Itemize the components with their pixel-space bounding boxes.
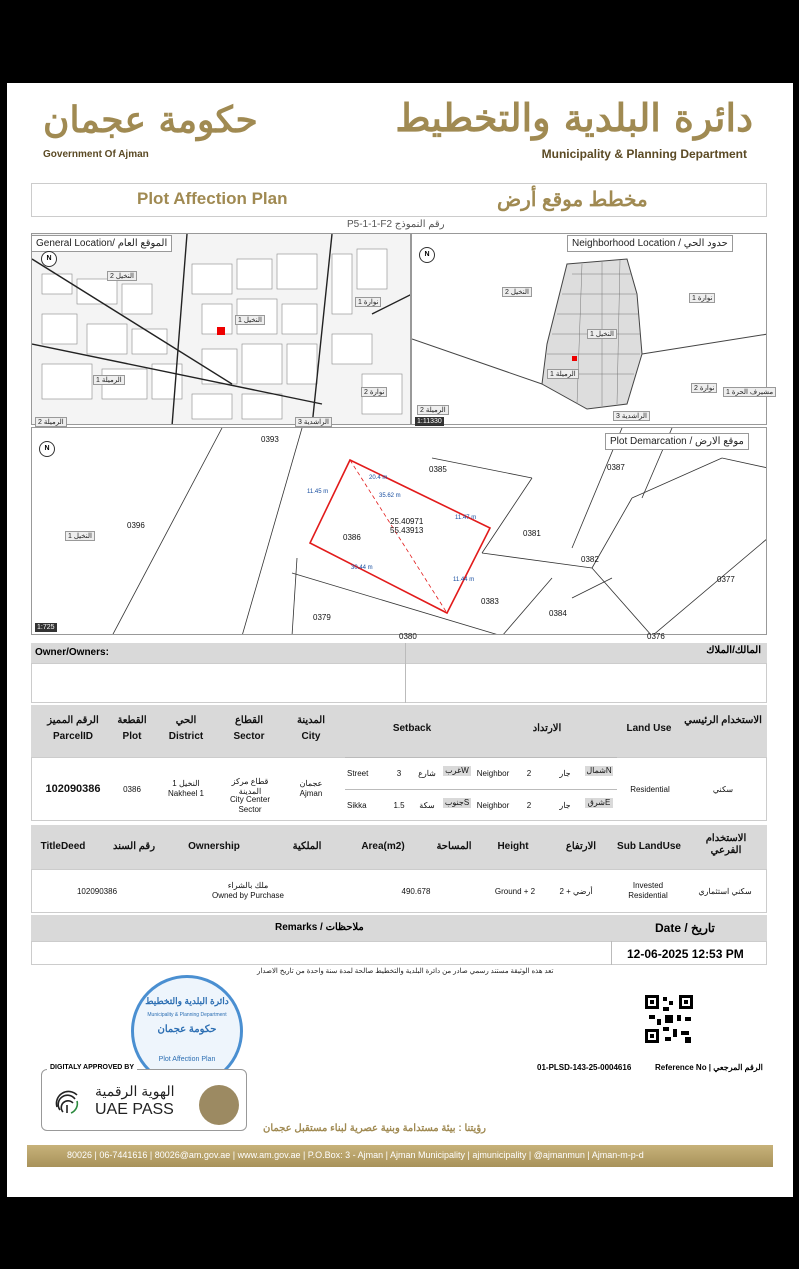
- th-ownership-ar: الملكية: [292, 841, 322, 852]
- plot-number: 0379: [313, 613, 331, 622]
- general-location-map: [31, 233, 411, 425]
- divider: [345, 789, 617, 790]
- th-city-ar: المدينة: [296, 715, 326, 726]
- landuse-value-en: Residential: [630, 785, 670, 794]
- ownership-value-en: Owned by Purchase: [211, 891, 285, 900]
- th-sector-ar: القطاع: [234, 715, 264, 726]
- reference-label: Reference No | الرقم المرجعي: [655, 1063, 763, 1072]
- map-tag: النخيل 2: [502, 287, 532, 297]
- sector-value-en: City Center Sector: [229, 795, 270, 814]
- setback-neighbor-value: 2: [526, 801, 532, 810]
- setback-neighbor-ar: جار: [559, 801, 571, 810]
- map-tag: الرميلة 1: [93, 375, 125, 385]
- setback-type-ar: سكة: [419, 801, 435, 810]
- height-value-en: Ground + 2: [494, 887, 536, 896]
- th-sublanduse-en: Sub LandUse: [617, 841, 681, 852]
- divider: [611, 941, 612, 965]
- fingerprint-icon: [51, 1085, 83, 1117]
- uae-emblem-icon: [199, 1085, 239, 1125]
- th-height-ar: الارتفاع: [565, 841, 597, 852]
- map-tag: نوارة 2: [361, 387, 387, 397]
- map-tag: نوارة 2: [691, 383, 717, 393]
- title-ar: مخطط موقع أرض: [497, 189, 648, 211]
- height-value-ar: أرضي + 2: [559, 887, 593, 896]
- owner-value-box: [31, 663, 767, 703]
- uae-pass-en: UAE PASS: [95, 1101, 174, 1118]
- stamp-gov: حكومة عجمان: [157, 1024, 217, 1035]
- map-tag: النخيل 1: [235, 315, 265, 325]
- plot-number: 0385: [429, 465, 447, 474]
- setback-direction: شمالN: [586, 766, 612, 775]
- sublanduse-value-ar: سكني استثماري: [698, 887, 752, 896]
- plot-dimension: 30.44 m: [351, 565, 373, 571]
- th-titledeed-ar: رقم السند: [112, 841, 156, 852]
- title-en: Plot Affection Plan: [137, 189, 288, 208]
- city-value-en: Ajman: [299, 789, 323, 798]
- gov-name-en: Government Of Ajman: [43, 149, 149, 160]
- th-district-en: District: [168, 731, 204, 742]
- th-plot-en: Plot: [122, 731, 142, 742]
- plot-number: 0376: [647, 632, 665, 641]
- plot-number: 0380: [399, 632, 417, 641]
- date-label: Date / تاريخ: [655, 921, 715, 935]
- setback-direction: جنوبS: [444, 798, 470, 807]
- plot-number: 0383: [481, 597, 499, 606]
- th-parcel-ar: الرقم المميز: [47, 715, 99, 726]
- neighborhood-location-label: Neighborhood Location / حدود الحي: [567, 235, 733, 252]
- map-tag: نوارة 1: [689, 293, 715, 303]
- owner-label-en: Owner/Owners:: [35, 647, 109, 658]
- map-scale: 1:11330: [417, 418, 442, 425]
- th-height-en: Height: [497, 841, 529, 852]
- setback-direction: غربW: [443, 766, 471, 776]
- map-tag: النخيل 1: [587, 329, 617, 339]
- city-value-ar: عجمان: [299, 779, 323, 788]
- th-district-ar: الحي: [175, 715, 197, 726]
- date-value: 12-06-2025 12:53 PM: [627, 947, 744, 961]
- validity-note: تعد هذه الوثيقة مستند رسمي صادر من دائرة البلدية والتخطيط صالحة لمدة سنة واحدة من تاريخ الاصدار: [257, 968, 554, 975]
- setback-neighbor-en: Neighbor: [476, 801, 510, 810]
- document-sheet: [7, 83, 793, 1197]
- th-setback-en: Setback: [392, 723, 432, 734]
- stamp-title: Plot Affection Plan: [158, 1056, 216, 1063]
- north-arrow-icon: N: [39, 441, 55, 457]
- th-parcel-en: ParcelID: [52, 731, 94, 742]
- setback-type-en: Street: [347, 769, 369, 778]
- setback-direction: شرقE: [585, 798, 613, 808]
- gov-logo-ar: حكومة عجمان: [43, 99, 258, 141]
- uae-pass-approved: DIGITALY APPROVED BY: [47, 1064, 137, 1071]
- map-tag: النخيل 1: [65, 531, 95, 541]
- th-area-en: Area(m2): [361, 841, 405, 852]
- map-scale: 1:725: [37, 624, 55, 631]
- plot-dimension: 20.4 m: [369, 475, 388, 481]
- area-value: 490.678: [401, 887, 431, 896]
- uae-pass-ar: الهوية الرقمية: [95, 1083, 175, 1099]
- map-tag: الرميلة 2: [35, 417, 67, 427]
- th-ownership-en: Ownership: [188, 841, 240, 852]
- th-area-ar: المساحة: [436, 841, 472, 852]
- th-sublanduse-ar: الاستخدام الفرعي: [705, 833, 747, 856]
- dept-logo-ar: دائرة البلدية والتخطيط: [395, 95, 753, 140]
- setback-type-ar: شارع: [418, 769, 436, 778]
- owner-label-ar: المالك/الملاك: [706, 645, 761, 656]
- th-city-en: City: [301, 731, 321, 742]
- north-arrow-icon: N: [41, 251, 57, 267]
- plot-dimension: 11.44 m: [453, 577, 475, 583]
- th-landuse-ar: الاستخدام الرئيسي: [684, 715, 762, 726]
- remarks-label: Remarks / ملاحظات: [275, 922, 364, 933]
- plot-dimension: 11.45 m: [307, 489, 329, 495]
- plot-latitude: 25.40971: [390, 517, 424, 526]
- setback-type-en: Sikka: [347, 801, 367, 810]
- footer-contacts: 80026 | 06-7441616 | 80026@am.gov.ae | www.am.gov.ae | P.O.Box: 3 - Ajman | Ajman Municipality | ajmunicipality | @ajmanmun | Ajman-m-p-d: [67, 1150, 644, 1160]
- setback-value: 1.5: [393, 801, 405, 810]
- district-value-ar: النخيل 1: [172, 779, 200, 788]
- plot-number: 0382: [581, 555, 599, 564]
- setback-neighbor-ar: جار: [559, 769, 571, 778]
- map-tag: النخيل 2: [107, 271, 137, 281]
- plot-dimension: 35.62 m: [379, 493, 401, 499]
- map-tag: الراشدية 3: [613, 411, 650, 421]
- plot-demarcation-label: Plot Demarcation / موقع الارض: [605, 433, 749, 450]
- district-value-en: Nakheel 1: [167, 789, 205, 798]
- reference-number: 01-PLSD-143-25-0004616: [537, 1063, 632, 1072]
- th-landuse-en: Land Use: [626, 723, 672, 734]
- plot-number: 0396: [127, 521, 145, 530]
- titledeed-value: 102090386: [76, 887, 118, 896]
- th-titledeed-en: TitleDeed: [40, 841, 86, 852]
- map-tag: مشيرف الحرة 1: [723, 387, 776, 397]
- parcel-id-value: 102090386: [45, 783, 101, 795]
- th-setback-ar: الارتداد: [532, 723, 562, 734]
- th-plot-ar: القطعة: [117, 715, 147, 726]
- plot-number: 0387: [607, 463, 625, 472]
- sector-value-ar: قطاع مركز المدينة: [231, 777, 269, 796]
- form-code: P5-1-1-F2 رقم النموذج: [347, 219, 445, 230]
- setback-neighbor-value: 2: [526, 769, 532, 778]
- plot-number: 0393: [261, 435, 279, 444]
- th-sector-en: Sector: [233, 731, 265, 742]
- setback-value: 3: [396, 769, 402, 778]
- ownership-value-ar: ملك بالشراء: [227, 881, 269, 890]
- divider: [405, 643, 406, 703]
- stamp-text-en: Municipality & Planning Department: [147, 1012, 227, 1018]
- owner-bar: [31, 643, 767, 663]
- vision-statement: رؤيتنا : بيئة مستدامة وبنية عصرية لبناء مستقبل عجمان: [263, 1123, 486, 1134]
- setback-neighbor-en: Neighbor: [476, 769, 510, 778]
- north-arrow-icon: N: [419, 247, 435, 263]
- map-tag: نوارة 1: [355, 297, 381, 307]
- plot-number: 0381: [523, 529, 541, 538]
- divider: [345, 757, 617, 758]
- map-tag: الرميلة 1: [547, 369, 579, 379]
- plot-value: 0386: [123, 785, 141, 794]
- plot-number: 0386: [343, 533, 361, 542]
- dept-name-en: Municipality & Planning Department: [541, 147, 747, 161]
- map-tag: الرميلة 2: [417, 405, 449, 415]
- plot-number: 0384: [549, 609, 567, 618]
- general-location-label: General Location/ الموقع العام: [31, 235, 172, 252]
- plot-longitude: 55.43913: [390, 526, 424, 535]
- map-tag: الراشدية 3: [295, 417, 332, 427]
- plot-number: 0377: [717, 575, 735, 584]
- plot-dimension: 11.47 m: [455, 515, 477, 521]
- general-map-drawing: [32, 234, 411, 425]
- stamp-text-ar: دائرة البلدية والتخطيط: [145, 996, 229, 1006]
- sublanduse-value-en: Invested Residential: [628, 881, 668, 900]
- qr-code-icon: [645, 995, 693, 1043]
- landuse-value-ar: سكني: [712, 785, 734, 794]
